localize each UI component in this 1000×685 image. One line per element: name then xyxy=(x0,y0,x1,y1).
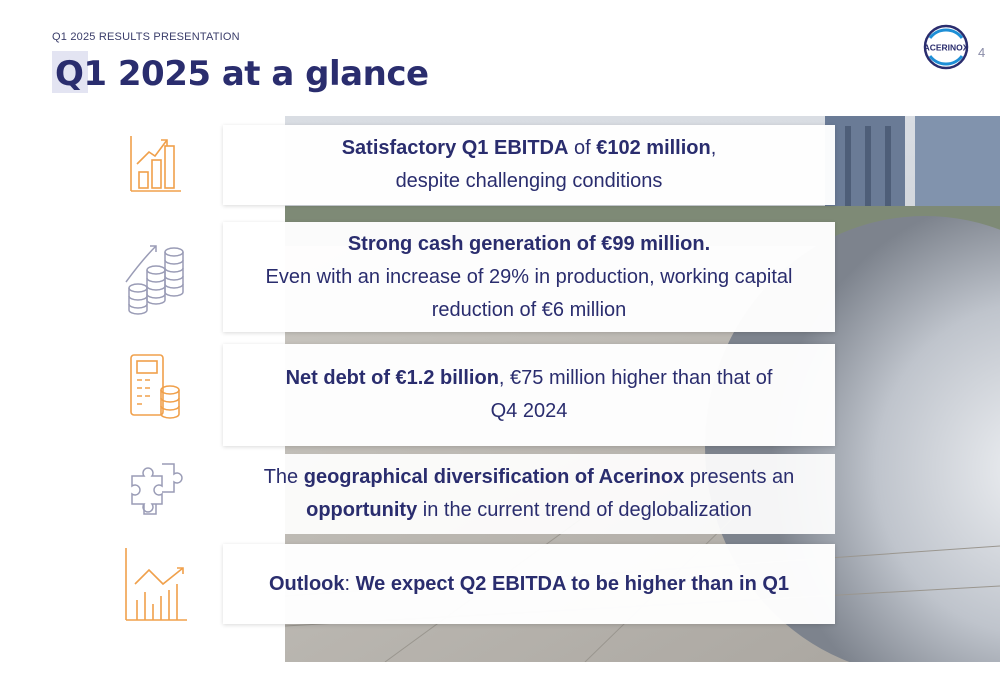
card-cash-generation xyxy=(223,222,835,332)
card-net-debt-line-1: Net debt of €1.2 billion, €75 million higher than that of xyxy=(285,367,773,389)
trend-chart-icon xyxy=(123,546,189,622)
card-ebitda-line-1: Satisfactory Q1 EBITDA of €102 million, xyxy=(341,137,717,159)
card-diversification-line-1: The geographical diversification of Acerinox presents an xyxy=(263,466,795,488)
presentation-kicker: Q1 2025 RESULTS PRESENTATION xyxy=(52,31,240,43)
coin-stacks-growth-icon xyxy=(122,240,186,318)
card-cash-line-1: Strong cash generation of €99 million. xyxy=(347,232,711,255)
card-ebitda xyxy=(223,125,835,205)
card-outlook xyxy=(223,544,835,624)
card-diversification-line-2: opportunity in the current trend of deglobalization xyxy=(306,499,752,521)
card-ebitda-line-2: despite challenging conditions xyxy=(395,170,663,192)
logo-text: ACERINOX xyxy=(923,42,969,53)
card-cash-line-2: Even with an increase of 29% in production, working capital xyxy=(265,265,793,288)
page-title: Q1 2025 at a glance xyxy=(55,54,429,94)
card-cash-line-3: reduction of €6 million xyxy=(431,298,627,321)
puzzle-icon xyxy=(128,456,186,518)
acerinox-logo xyxy=(922,23,970,71)
page-number: 4 xyxy=(978,45,986,60)
card-diversification xyxy=(223,454,835,534)
bar-chart-growth-icon xyxy=(127,134,183,194)
calculator-coins-icon xyxy=(128,352,184,420)
card-net-debt xyxy=(223,344,835,446)
card-net-debt-line-2: Q4 2024 xyxy=(490,400,568,422)
card-outlook-line-1: Outlook: We expect Q2 EBITDA to be higher than in Q1 xyxy=(268,572,790,595)
